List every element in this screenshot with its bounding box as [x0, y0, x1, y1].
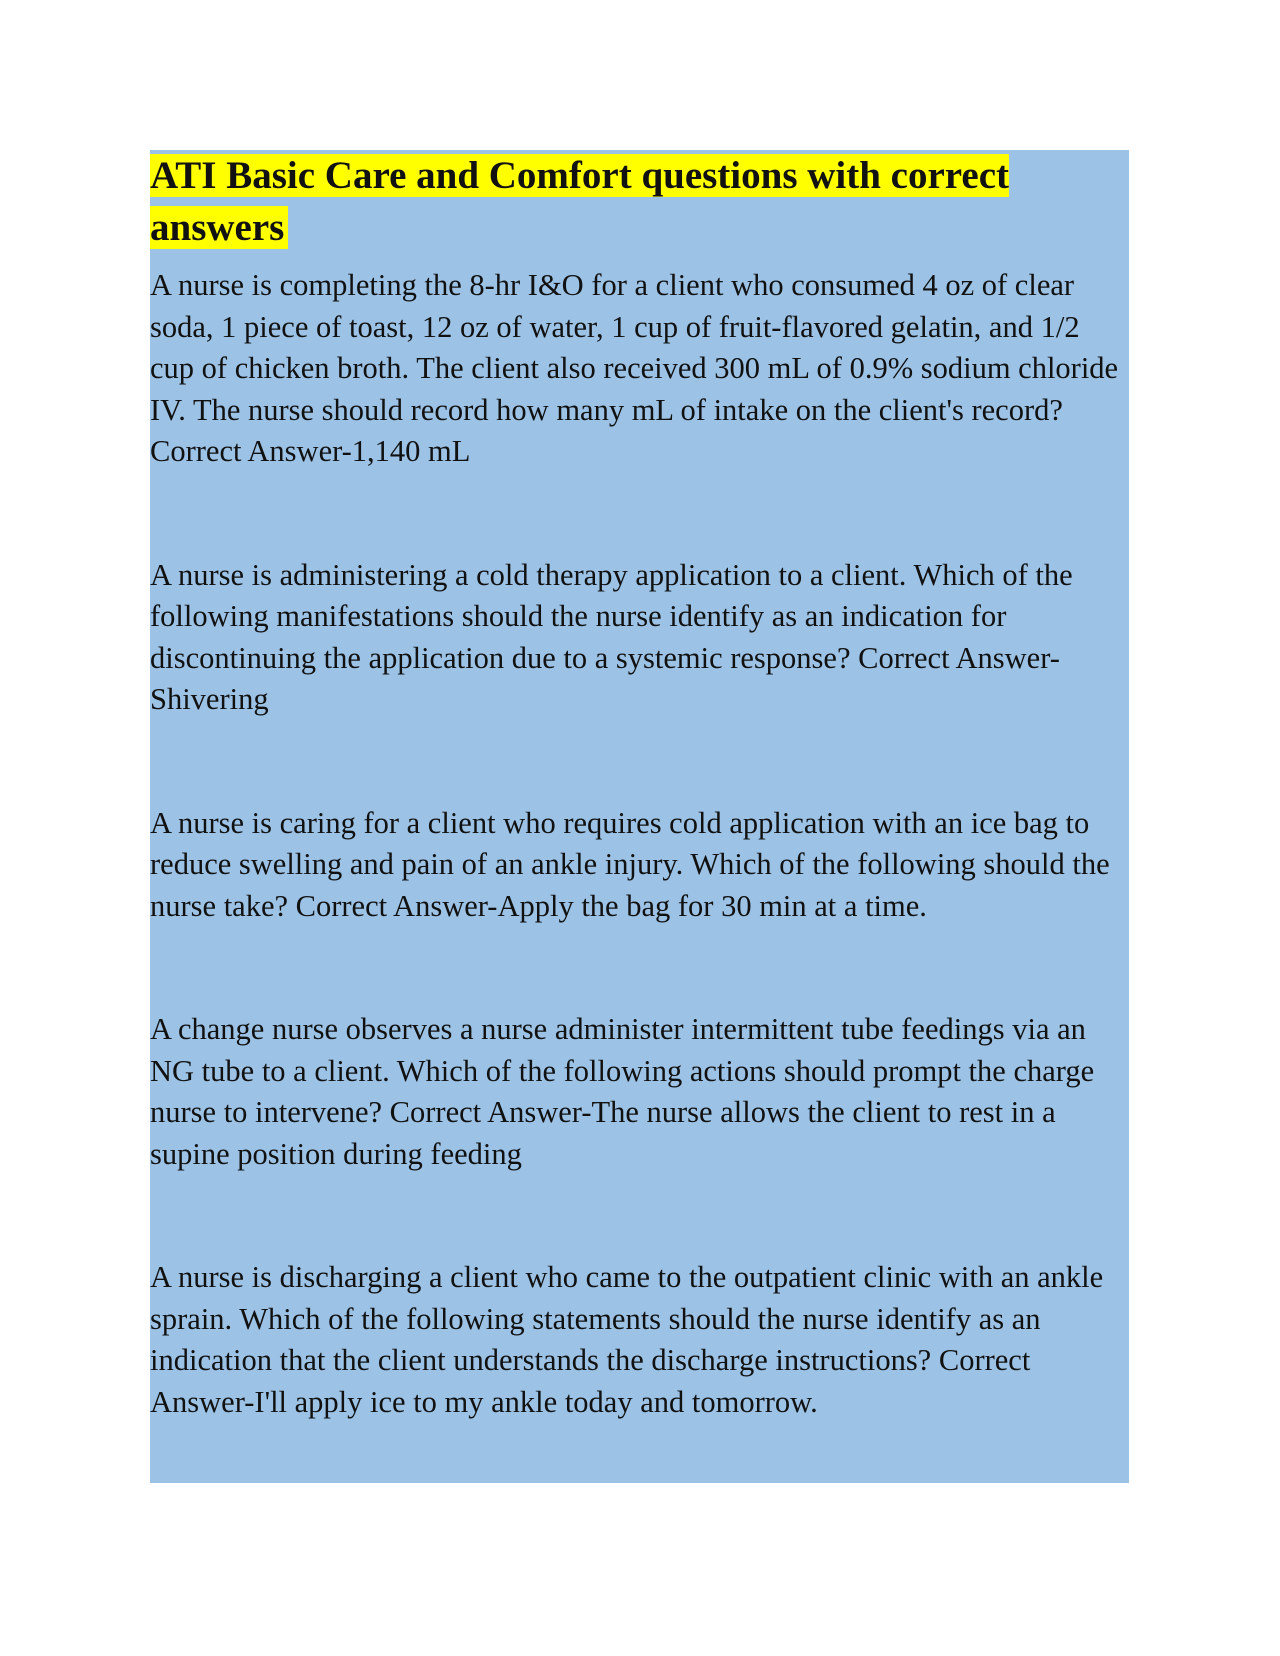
document-content — [150, 150, 1129, 1483]
question-answer-5: A nurse is discharging a client who came to the outpatient clinic with an ankle sprain. Which of the following statements should the nurse identify as an indication that the client understands the discharge instructions? Correct Answer-I'll apply ice to my ankle today and tomorrow. — [150, 1260, 1104, 1419]
document-title-text: ATI Basic Care and Comfort questions with correct answers — [150, 154, 1010, 249]
question-answer-4: A change nurse observes a nurse administer intermittent tube feedings via an NG tube to a client. Which of the following actions should prompt the charge nurse to intervene? Correct Answer-The nurse allows the client to rest in a supine position during feeding — [150, 1012, 1095, 1171]
question-answer-list — [150, 265, 1129, 1423]
question-answer-1: A nurse is completing the 8-hr I&O for a client who consumed 4 oz of clear soda, 1 piece of toast, 12 oz of water, 1 cup of fruit-flavored gelatin, and 1/2 cup of chicken broth. The client also received 300 mL of 0.9% sodium chloride IV. The nurse should record how many mL of intake on the client's record? Correct Answer-1,140 mL — [150, 268, 1119, 468]
question-answer-3: A nurse is caring for a client who requires cold application with an ice bag to reduce swelling and pain of an ankle injury. Which of the following should the nurse take? Correct Answer-Apply the bag for 30 min at a time. — [150, 805, 1110, 923]
question-answer-2: A nurse is administering a cold therapy application to a client. Which of the following manifestations should the nurse identify as an indication for discontinuing the application due to a systemic response? Correct Answer-Shivering — [150, 557, 1073, 716]
document-title — [150, 150, 1129, 254]
